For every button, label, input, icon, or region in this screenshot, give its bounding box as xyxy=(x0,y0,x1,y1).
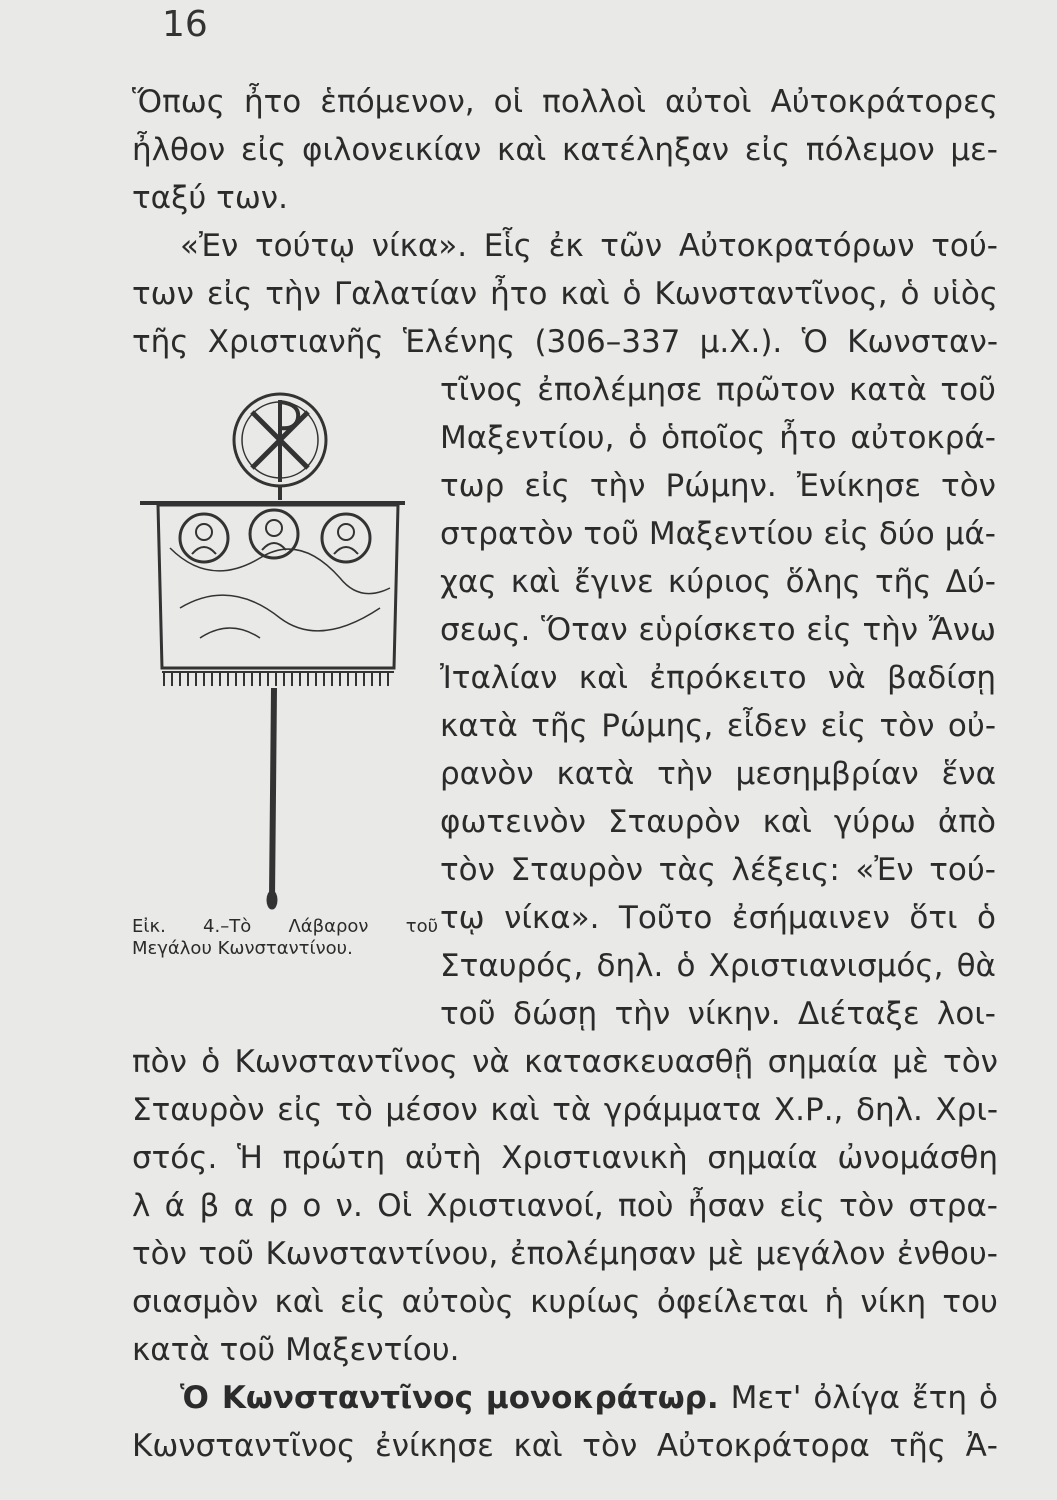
text-line-last: Κωνσταντῖνος ἐνίκησε καὶ τὸν Αὐτοκράτορα τῆς Ἀ- xyxy=(132,1428,998,1464)
text-line-21: πὸν ὁ Κωνσταντῖνος νὰ κατασκευασθῇ σημαία μὲ τὸν xyxy=(132,1044,998,1080)
section-heading-line xyxy=(180,1378,998,1418)
text-line-23: στός. Ἡ πρώτη αὐτὴ Χριστιανικὴ σημαία ὠνομάσθη xyxy=(132,1140,998,1176)
text-line-19: Σταυρός, δηλ. ὁ Χριστιανισμός, θὰ xyxy=(440,948,996,984)
text-line-20: τοῦ δώσῃ τὴν νίκην. Διέταξε λοι- xyxy=(440,996,996,1032)
text-line-2: ἦλθον εἰς φιλονεικίαν καὶ κατέληξαν εἰς πόλεμον με- xyxy=(132,132,998,168)
text-line-7: τῖνος ἐπολέμησε πρῶτον κατὰ τοῦ xyxy=(440,372,996,408)
text-line-11: χας καὶ ἔγινε κύριος ὅλης τῆς Δύ- xyxy=(440,564,996,600)
text-line-5: των εἰς τὴν Γαλατίαν ἦτο καὶ ὁ Κωνσταντῖνος, ὁ υἱὸς xyxy=(132,276,998,312)
page-number: 16 xyxy=(162,4,208,45)
text-line-3: ταξύ των. xyxy=(132,180,288,216)
text-line-14: κατὰ τῆς Ρώμης, εἶδεν εἰς τὸν οὐ- xyxy=(440,708,996,744)
text-line-18: τῳ νίκα». Τοῦτο ἐσήμαινεν ὅτι ὁ xyxy=(440,900,996,936)
section-heading-continuation: Μετ' ὀλίγα ἔτη ὁ xyxy=(718,1380,998,1416)
text-line-4: «Ἐν τούτῳ νίκα». Εἷς ἐκ τῶν Αὐτοκρατόρων τού- xyxy=(180,228,998,264)
text-line-12: σεως. Ὅταν εὑρίσκετο εἰς τὴν Ἄνω xyxy=(440,612,996,648)
text-line-1: Ὅπως ἦτο ἑπόμενον, οἱ πολλοὶ αὐτοὶ Αὐτοκράτορες xyxy=(132,84,998,120)
figure-caption-line-2: Μεγάλου Κωνσταντίνου. xyxy=(132,938,353,959)
labarum-icon xyxy=(140,388,425,918)
text-line-25: τὸν τοῦ Κωνσταντίνου, ἐπολέμησαν μὲ μεγάλον ἐνθου- xyxy=(132,1236,998,1272)
text-line-10: στρατὸν τοῦ Μαξεντίου εἰς δύο μά- xyxy=(440,516,996,552)
figure-caption-line-1: Εἰκ. 4.–Τὸ Λάβαρον τοῦ xyxy=(132,916,438,937)
section-heading: Ὁ Κωνσταντῖνος μονοκράτωρ. xyxy=(180,1380,719,1416)
text-line-17: τὸν Σταυρὸν τὰς λέξεις: «Ἐν τού- xyxy=(440,852,996,888)
text-line-15: ρανὸν κατὰ τὴν μεσημβρίαν ἕνα xyxy=(440,756,996,792)
text-line-8: Μαξεντίου, ὁ ὁποῖος ἦτο αὐτοκρά- xyxy=(440,420,996,456)
text-line-16: φωτεινὸν Σταυρὸν καὶ γύρω ἀπὸ xyxy=(440,804,996,840)
text-line-13: Ἰταλίαν καὶ ἐπρόκειτο νὰ βαδίσῃ xyxy=(440,660,996,696)
text-line-27: κατὰ τοῦ Μαξεντίου. xyxy=(132,1332,460,1368)
text-line-9: τωρ εἰς τὴν Ρώμην. Ἐνίκησε τὸν xyxy=(440,468,996,504)
text-line-26: σιασμὸν καὶ εἰς αὐτοὺς κυρίως ὀφείλεται ἡ νίκη του xyxy=(132,1284,998,1320)
text-line-6: τῆς Χριστιανῆς Ἑλένης (306–337 μ.Χ.). Ὁ Κωνσταν- xyxy=(132,324,998,360)
text-line-22: Σταυρὸν εἰς τὸ μέσον καὶ τὰ γράμματα Χ.Ρ., δηλ. Χρι- xyxy=(132,1092,998,1128)
labarum-figure xyxy=(140,388,425,918)
text-line-24: λ ά β α ρ ο ν. Οἱ Χριστιανοί, ποὺ ἦσαν εἰς τὸν στρα- xyxy=(132,1188,998,1224)
